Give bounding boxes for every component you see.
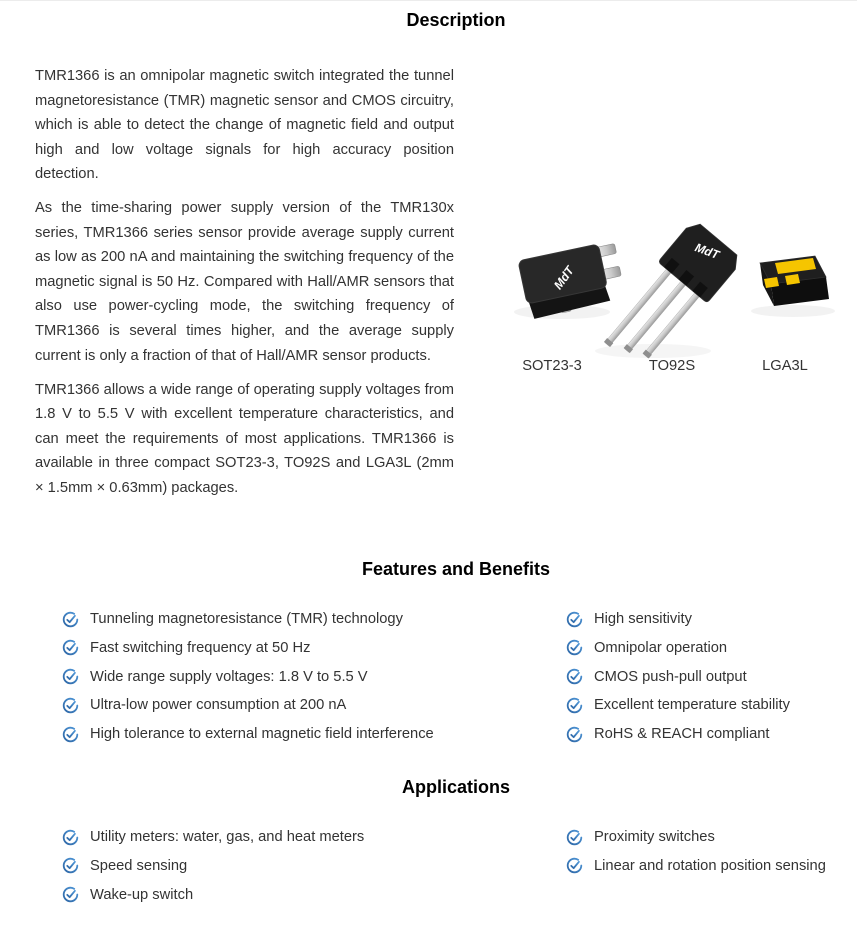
package-label-to92s: TO92S bbox=[648, 358, 696, 374]
feature-item bbox=[566, 695, 857, 715]
check-circle-icon bbox=[566, 829, 583, 846]
description-paragraph-1: TMR1366 is an omnipolar magnetic switch integrated the tunnel magnetoresistance (TMR) magnetic sensor and CMOS circuitry, which is able to detect the change of magnetic field and output high and low voltage signals for high accuracy position detection. bbox=[35, 68, 454, 183]
feature-item bbox=[62, 638, 502, 658]
package-image-lga3l bbox=[760, 256, 829, 306]
package-label-sot23-3: SOT23-3 bbox=[522, 358, 582, 374]
check-circle-icon bbox=[62, 829, 79, 846]
feature-label: RoHS & REACH compliant bbox=[594, 726, 770, 743]
check-circle-icon bbox=[566, 668, 583, 685]
check-circle-icon bbox=[566, 726, 583, 743]
application-label: Speed sensing bbox=[90, 857, 188, 874]
check-circle-icon bbox=[566, 857, 583, 874]
feature-label: CMOS push-pull output bbox=[594, 668, 747, 685]
applications-right-column bbox=[566, 827, 857, 885]
description-text bbox=[35, 64, 454, 510]
check-circle-icon bbox=[62, 697, 79, 714]
application-label: Wake-up switch bbox=[90, 886, 194, 903]
check-circle-icon bbox=[62, 668, 79, 685]
lga3l-shadow bbox=[751, 305, 835, 317]
description-paragraph-2: As the time-sharing power supply version of the TMR130x series, TMR1366 series sensor provide average supply current as low as 200 nA and maintaining the switching frequency of the magnetic signal is 50 Hz. Compared with Hall/AMR sensors that also use power-cycling mode, the switching frequency of TMR1366 is several times higher, and the average supply current is only a fraction of that of Hall/AMR sensor products. bbox=[35, 200, 454, 364]
feature-item bbox=[566, 667, 857, 687]
feature-item bbox=[566, 638, 857, 658]
mdt-logo: MdT bbox=[550, 263, 577, 292]
application-item bbox=[62, 885, 502, 905]
feature-label: High tolerance to external magnetic field interference bbox=[90, 726, 434, 743]
check-circle-icon bbox=[566, 697, 583, 714]
check-circle-icon bbox=[62, 639, 79, 656]
application-label: Proximity switches bbox=[594, 829, 715, 845]
applications-heading: Applications bbox=[401, 777, 510, 797]
package-image-sot23-3 bbox=[518, 241, 626, 320]
features-heading: Features and Benefits bbox=[361, 559, 551, 579]
feature-label: Wide range supply voltages: 1.8 V to 5.5 V bbox=[90, 668, 368, 685]
check-circle-icon bbox=[566, 611, 583, 628]
package-images-figure bbox=[488, 199, 848, 369]
features-right-column bbox=[566, 609, 857, 753]
applications-left-column bbox=[62, 827, 502, 913]
check-circle-icon bbox=[62, 726, 79, 743]
check-circle-icon bbox=[62, 857, 79, 874]
feature-item bbox=[62, 695, 502, 715]
check-circle-icon bbox=[566, 639, 583, 656]
application-item bbox=[566, 856, 857, 876]
application-item bbox=[566, 827, 857, 847]
mdt-logo: MdT bbox=[693, 240, 722, 262]
application-label: Linear and rotation position sensing bbox=[594, 857, 826, 874]
feature-label: Omnipolar operation bbox=[594, 639, 728, 656]
features-left-column bbox=[62, 609, 502, 753]
feature-item bbox=[566, 724, 857, 744]
check-circle-icon bbox=[62, 611, 79, 628]
description-heading: Description bbox=[406, 10, 506, 30]
description-paragraph-3: TMR1366 allows a wide range of operating supply voltages from 1.8 V to 5.5 V with excellent temperature characteristics, and can meet the requirements of most applications. TMR1366 is available in three compact SOT23-3, TO92S and LGA3L (2mm × 1.5mm × 0.63mm) packages. bbox=[35, 381, 454, 496]
package-label-lga3l: LGA3L bbox=[762, 358, 808, 374]
application-item bbox=[62, 827, 502, 847]
feature-label: Tunneling magnetoresistance (TMR) technology bbox=[90, 611, 403, 627]
check-circle-icon bbox=[62, 886, 79, 903]
feature-label: Ultra-low power consumption at 200 nA bbox=[90, 697, 347, 714]
feature-label: Fast switching frequency at 50 Hz bbox=[90, 639, 311, 656]
application-item bbox=[62, 856, 502, 876]
feature-item bbox=[62, 724, 502, 744]
feature-item bbox=[62, 609, 502, 629]
feature-label: Excellent temperature stability bbox=[594, 697, 790, 714]
feature-label: High sensitivity bbox=[594, 611, 692, 627]
feature-item bbox=[566, 609, 857, 629]
feature-item bbox=[62, 667, 502, 687]
application-label: Utility meters: water, gas, and heat meters bbox=[90, 829, 365, 845]
